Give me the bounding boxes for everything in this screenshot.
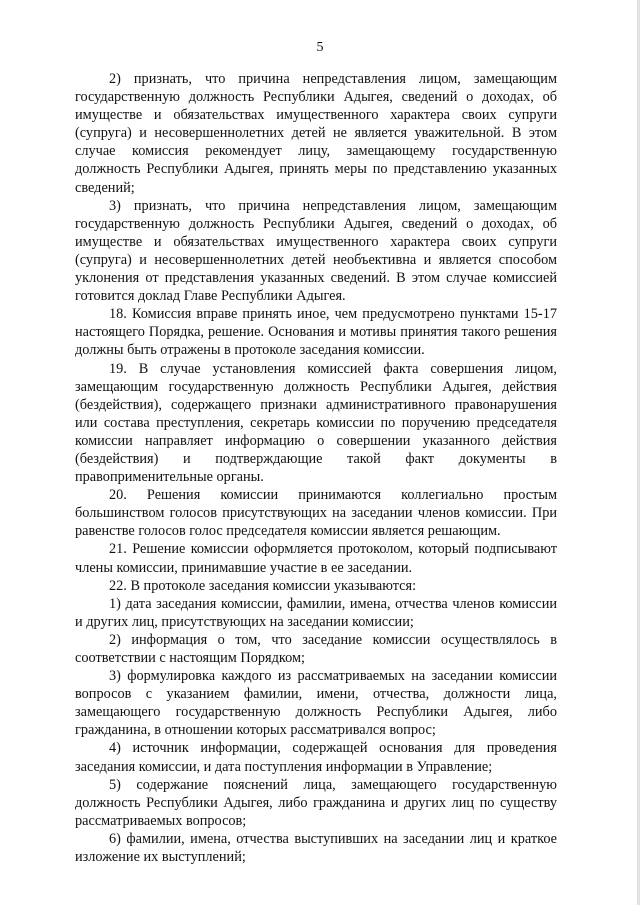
paragraph-19: 19. В случае установления комиссией факта совершения лицом, замещающим государственную должность Республики Адыгея, действия (бездействия), содержащего признаки административного правонарушения или состава преступления, секретарь комиссии по поручению председателя комиссии направляет информацию о совершении указанного действия (бездействия) и подтверждающие такой факт документы в правоприменительные органы. xyxy=(75,360,557,486)
page-number: 5 xyxy=(316,40,324,55)
list-item-5: 5) содержание пояснений лица, замещающего государственную должность Республики Адыгея, либо гражданина и других лиц по существу рассматриваемых вопросов; xyxy=(75,776,557,829)
document-body xyxy=(75,70,557,866)
list-item-2: 2) информация о том, что заседание комиссии осуществлялось в соответствии с настоящим Порядком; xyxy=(75,631,557,666)
list-item-4: 4) источник информации, содержащей основания для проведения заседания комиссии, и дата поступления информации в Управление; xyxy=(75,740,557,775)
list-item-6: 6) фамилии, имена, отчества выступивших на заседании лиц и краткое изложение их выступлений; xyxy=(75,830,557,866)
list-item-1: 1) дата заседания комиссии, фамилии, имена, отчества членов комиссии и других лиц, присутствующих на заседании комиссии; xyxy=(75,595,557,630)
paragraph-21: 21. Решение комиссии оформляется протоколом, который подписывают члены комиссии, принимавшие участие в ее заседании. xyxy=(75,541,557,576)
paragraph-item-2-not-valid-reason: 2) признать, что причина непредставления лицом, замещающим государственную должность Республики Адыгея, сведений о доходах, об имуществе и обязательствах имущественного характера своих супруги (супруга) и несовершеннолетних детей не является уважительной. В этом случае комиссия рекомендует лицу, замещающему государственную должность Республики Адыгея, принять меры по представлению указанных сведений; xyxy=(75,71,557,196)
paragraph-item-3-unobjective-reason: 3) признать, что причина непредставления лицом, замещающим государственную должность Республики Адыгея, сведений о доходах, об имуществе и обязательствах имущественного характера своих супруги (супруга) и несовершеннолетних детей необъективна и является способом уклонения от представления указанных сведений. В этом случае комиссией готовится доклад Главе Республики Адыгея. xyxy=(75,197,557,305)
paragraph-20: 20. Решения комиссии принимаются коллегиально простым большинством голосов присутствующих на заседании членов комиссии. При равенстве голосов голос председателя комиссии является решающим. xyxy=(75,487,557,540)
paragraph-18: 18. Комиссия вправе принять иное, чем предусмотрено пунктами 15-17 настоящего Порядка, решение. Основания и мотивы принятия такого решения должны быть отражены в протоколе заседания комиссии. xyxy=(75,306,557,359)
list-item-3: 3) формулировка каждого из рассматриваемых на заседании комиссии вопросов с указанием фамилии, имени, отчества, должности лица, замещающего государственную должность Республики Адыгея, либо гражданина, в отношении которых рассматривался вопрос; xyxy=(75,668,557,739)
paragraph-22: 22. В протоколе заседания комиссии указываются: xyxy=(109,577,417,594)
